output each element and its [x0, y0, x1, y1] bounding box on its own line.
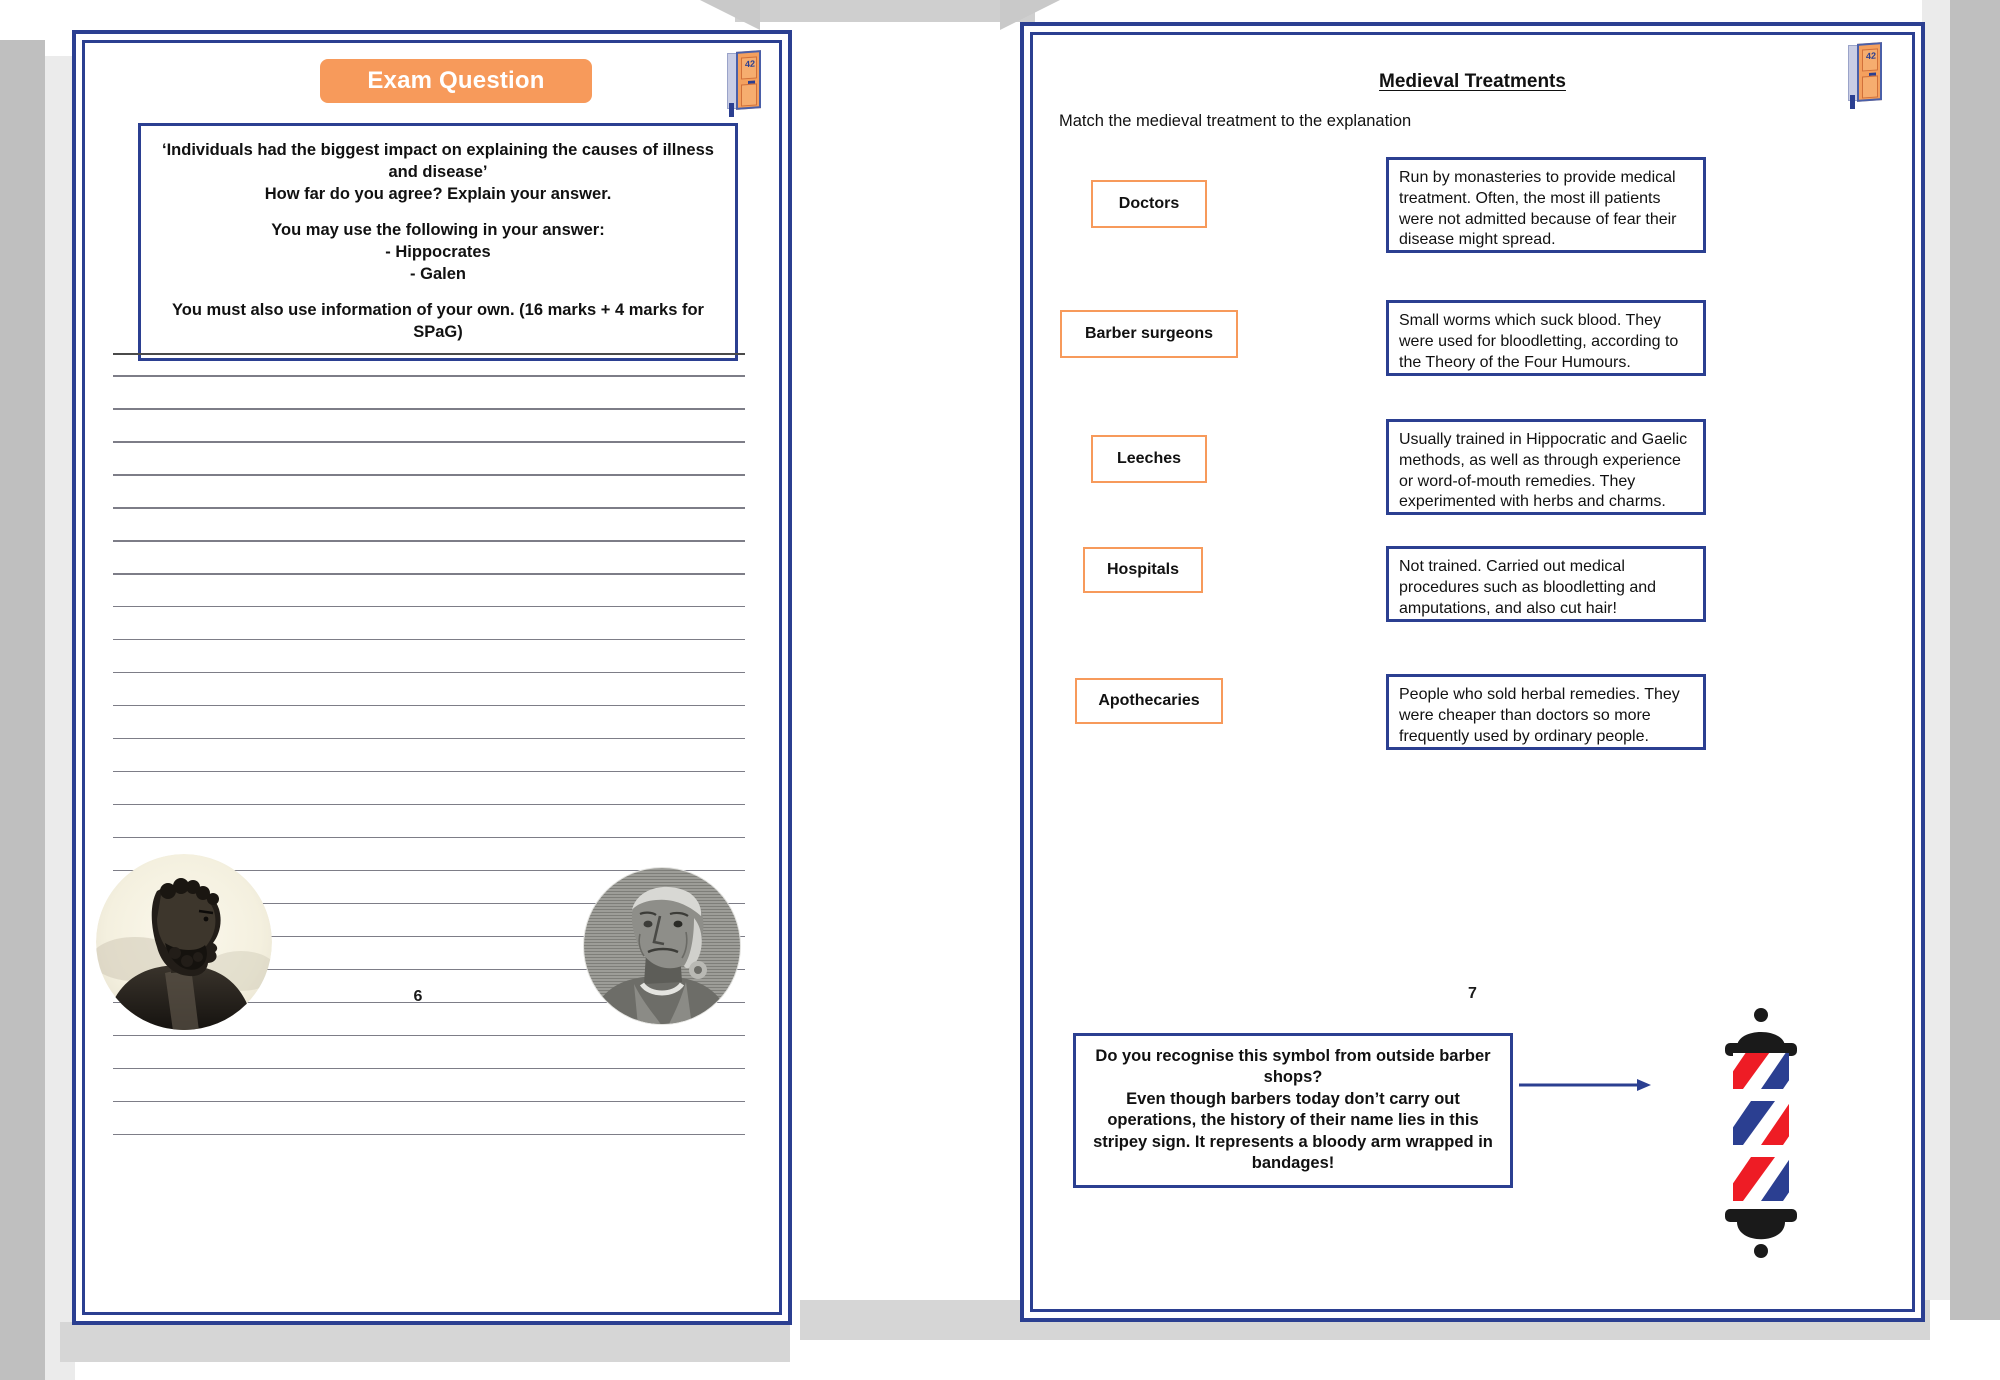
term-box-apothecaries[interactable]: Apothecaries — [1075, 678, 1223, 724]
spacer — [151, 206, 725, 220]
arrow-icon — [1519, 1078, 1651, 1090]
answer-line[interactable] — [113, 1035, 745, 1037]
answer-lines[interactable] — [113, 375, 745, 1167]
barber-note-line-1: Do you recognise this symbol from outside barber shops? — [1095, 1047, 1491, 1087]
door-icon — [727, 51, 761, 113]
answer-rule-top — [113, 353, 745, 355]
exam-question-heading: Exam Question — [320, 59, 592, 103]
term-box-hospitals[interactable]: Hospitals — [1083, 547, 1203, 593]
door-number: 42 — [744, 58, 755, 70]
answer-line[interactable] — [113, 804, 745, 806]
exam-question-bullet-1: - Hippocrates — [385, 242, 491, 261]
exam-question-box — [138, 123, 738, 361]
description-box-5[interactable]: People who sold herbal remedies. They were cheaper than doctors so more frequently used by ordinary people. — [1386, 674, 1706, 750]
description-box-4[interactable]: Not trained. Carried out medical procedures such as bloodletting and amputations, and also cut hair! — [1386, 546, 1706, 622]
barber-note-line-2: Even though barbers today don’t carry out operations, the history of their name lies in this stripey sign. It represents a bloody arm wrapped in bandages! — [1093, 1089, 1493, 1173]
page-number-left: 6 — [413, 988, 423, 1005]
exam-question-line-4: You must also use information of your own. (16 marks + 4 marks for SPaG) — [172, 300, 704, 341]
answer-line[interactable] — [113, 771, 745, 773]
answer-line[interactable] — [113, 639, 745, 641]
description-box-1[interactable]: Run by monasteries to provide medical treatment. Often, the most ill patients were not admitted because of fear their disease might spread. — [1386, 157, 1706, 253]
exam-question-line-2: How far do you agree? Explain your answer. — [264, 184, 612, 203]
description-box-3[interactable]: Usually trained in Hippocratic and Gaelic methods, as well as through experience or word-of-mouth remedies. They experimented with herbs and charms. — [1386, 419, 1706, 515]
door-number: 42 — [1865, 50, 1876, 62]
term-box-leeches[interactable]: Leeches — [1091, 435, 1207, 483]
exam-question-line-1: ‘Individuals had the biggest impact on explaining the causes of illness and disease’ — [162, 141, 714, 181]
door-base — [729, 103, 734, 117]
answer-line[interactable] — [113, 1068, 745, 1070]
term-box-barber-surgeons[interactable]: Barber surgeons — [1060, 310, 1238, 358]
answer-line[interactable] — [113, 738, 745, 740]
binder-shadow-right-outer — [1950, 0, 2000, 1320]
answer-line[interactable] — [113, 507, 745, 509]
page-shadow-bottom-left — [60, 1322, 790, 1362]
instruction-text: Match the medieval treatment to the explanation — [1059, 112, 1412, 130]
exam-question-bullet-2: - Galen — [410, 264, 466, 283]
binder-shadow-left-outer — [0, 40, 45, 1380]
door-panel-bottom — [741, 83, 757, 106]
barber-pole-note — [1073, 1033, 1513, 1188]
answer-line[interactable] — [113, 540, 745, 542]
page-gutter-shadow-top — [735, 0, 1035, 22]
right-page — [1020, 22, 1925, 1322]
left-page-inner — [82, 40, 782, 1315]
right-page-inner — [1030, 32, 1915, 1312]
answer-line[interactable] — [113, 837, 745, 839]
page-number-right: 7 — [1468, 985, 1477, 1002]
spacer — [151, 286, 725, 300]
page-title: Medieval Treatments — [1379, 71, 1566, 92]
answer-line[interactable] — [113, 705, 745, 707]
answer-line[interactable] — [113, 573, 745, 575]
description-box-2[interactable]: Small worms which suck blood. They were used for bloodletting, according to the Theory of the Four Humours. — [1386, 300, 1706, 376]
barber-pole-icon — [1713, 1003, 1809, 1263]
answer-line[interactable] — [113, 1101, 745, 1103]
answer-line[interactable] — [113, 474, 745, 476]
answer-line[interactable] — [113, 408, 745, 410]
exam-question-line-3: You may use the following in your answer: — [271, 220, 605, 239]
answer-line[interactable] — [113, 672, 745, 674]
answer-line[interactable] — [113, 1134, 745, 1136]
binder-shadow-left-inner — [45, 56, 75, 1380]
answer-line[interactable] — [113, 606, 745, 608]
left-page — [72, 30, 792, 1325]
door-leaf — [736, 50, 761, 110]
page-curl-left — [700, 0, 760, 30]
door-base — [1850, 95, 1855, 109]
binder-shadow-right-inner — [1922, 0, 1950, 1300]
answer-line[interactable] — [113, 375, 745, 377]
answer-line[interactable] — [113, 441, 745, 443]
term-box-doctors[interactable]: Doctors — [1091, 180, 1207, 228]
